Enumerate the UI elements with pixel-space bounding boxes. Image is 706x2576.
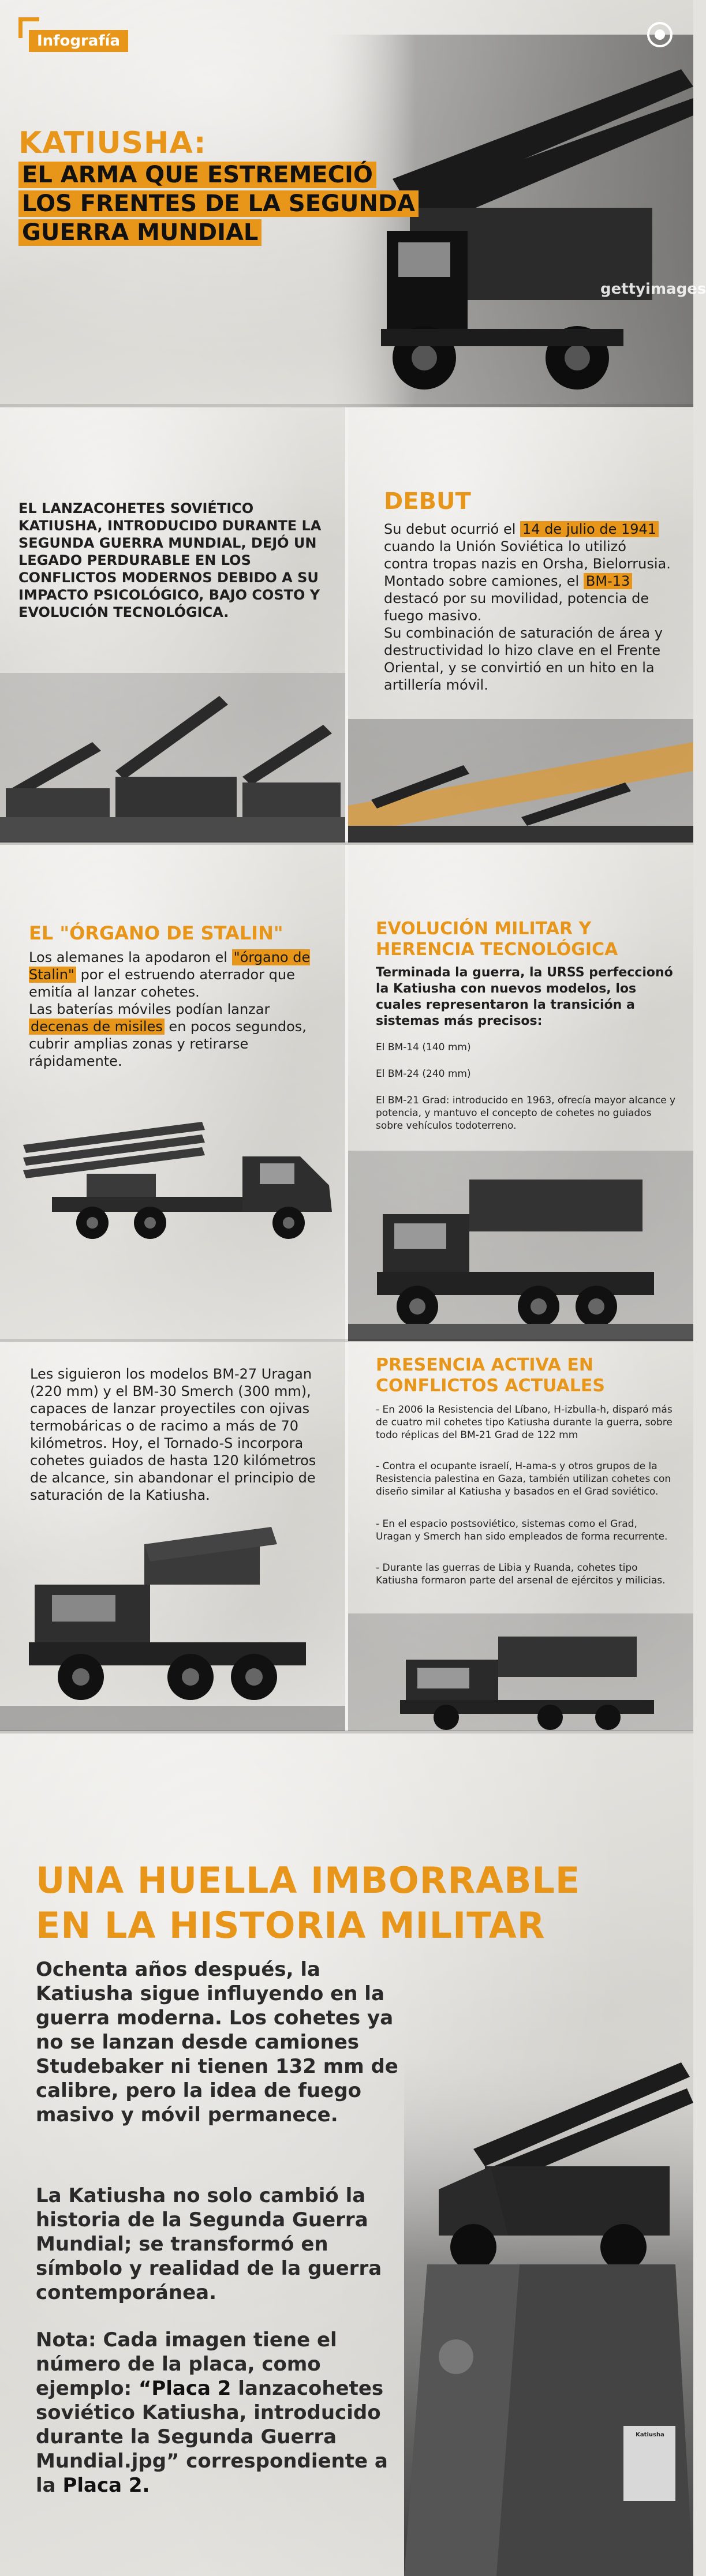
debut-p1: Su debut ocurrió el 14 de julio de 1941 cuando la Unión Soviética lo utilizó contra tropas nazis en Orsha, Bielorrusia.: [384, 521, 671, 572]
debut-p3: Su combinación de saturación de área y destructividad lo hizo clave en el Frente Oriental, y se convirtió en un hito en la artillería móvil.: [384, 625, 663, 693]
presencia-item-4: - Durante las guerras de Libia y Ruanda, cohetes tipo Katiusha formaron parte del arsenal de ejércitos y milicias.: [376, 1562, 666, 1586]
presencia-heading: PRESENCIA ACTIVA EN CONFLICTOS ACTUALES: [376, 1355, 606, 1396]
huella-p1: Ochenta años después, la Katiusha sigue influyendo en la guerra moderna. Los cohetes ya no se lanzan desde camiones Studebaker ni tienen 132 mm de calibre, pero la idea de fuego masivo y móvil permanece.: [36, 1958, 398, 2126]
monument-plaque: Katiusha: [636, 2432, 664, 2438]
evolucion-heading: EVOLUCIÓN MILITAR Y HERENCIA TECNOLÓGICA: [376, 919, 618, 960]
presencia-item-3: - En el espacio postsoviético, sistemas como el Grad, Uragan y Smerch han sido empleados de forma recurrente.: [376, 1518, 668, 1542]
huella-heading: [36, 1858, 580, 1948]
huella-note: Nota: Cada imagen tiene el número de la placa, como ejemplo: “Placa 2 lanzacohetes soviético Katiusha, introducido durante la Segunda Guerra Mundial.jpg” correspondiente a la Placa 2.: [36, 2328, 388, 2497]
debut-heading: DEBUT: [384, 488, 471, 515]
katiusha-monument-photo: [404, 2057, 693, 2576]
presencia-item-1: - En 2006 la Resistencia del Líbano, H-izbulla-h, disparó más de cuatro mil cohetes tipo Katiusha durante la guerra, sobre todo réplicas del BM-21 Grad de 122 mm: [376, 1404, 673, 1441]
evolucion-item-3: El BM-21 Grad: introducido en 1963, ofrecía mayor alcance y potencia, y mantuvo el concepto de cohetes no guiados sobre vehículos todoterreno.: [376, 1095, 676, 1132]
fold-vertical: [345, 407, 348, 843]
title-line-1: EL ARMA QUE ESTREMECIÓ: [18, 160, 446, 189]
getty-watermark: gettyimages: [600, 280, 706, 298]
evolucion-panel: [348, 845, 693, 1341]
fold-vertical: [345, 845, 348, 1341]
infografia-tag: [18, 17, 128, 59]
presencia-panel: [348, 1342, 693, 1731]
header-panel: [0, 0, 706, 407]
fold-vertical: [345, 1342, 348, 1731]
organo-heading: EL "ÓRGANO DE STALIN": [29, 922, 283, 944]
intro-panel: [0, 407, 345, 843]
huella-panel: [0, 1733, 693, 2576]
organo-p1: Los alemanes la apodaron el "órgano de Stalin" por el estruendo aterrador que emitía al lanzar cohetes.: [29, 949, 311, 1000]
bm27-uragan-photo: [0, 1510, 345, 1731]
huella-heading-line-1: UNA HUELLA IMBORRABLE: [36, 1859, 581, 1901]
organo-body: [29, 949, 323, 1070]
tag-label: Infografía: [29, 30, 128, 52]
truck-launcher-illustration: [17, 1110, 341, 1249]
organo-p2: Las baterías móviles podían lanzar decenas de misiles en pocos segundos, cubrir amplias zonas y retirarse rápidamente.: [29, 1001, 307, 1069]
debut-panel: [348, 407, 693, 843]
modelos-panel: [0, 1342, 345, 1731]
evolucion-p1: Terminada la guerra, la URSS perfeccionó la Katiusha con nuevos modelos, los cuales representaron la transición a sistemas más precisos:: [376, 965, 673, 1028]
evolucion-item-1: El BM-14 (140 mm): [376, 1042, 471, 1053]
evolucion-item-2: El BM-24 (240 mm): [376, 1068, 471, 1080]
bm21-grad-photo: [348, 1151, 693, 1341]
title-line-3: GUERRA MUNDIAL: [18, 218, 446, 247]
organo-panel: [0, 845, 345, 1341]
presencia-item-2: - Contra el ocupante israelí, H-ama-s y otros grupos de la Resistencia palestina en Gaza, también utilizan cohetes con diseño similar al Katiusha y basados en el Grad soviético.: [376, 1461, 671, 1497]
rocket-battery-photo: [0, 673, 345, 843]
title-main: KATIUSHA:: [18, 126, 207, 160]
title-line-2: LOS FRENTES DE LA SEGUNDA: [18, 189, 446, 218]
grad-convoy-photo: [348, 1613, 693, 1731]
intro-text: EL LANZACOHETES SOVIÉTICO KATIUSHA, INTRODUCIDO DURANTE LA SEGUNDA GUERRA MUNDIAL, DEJÓ UN LEGADO PERDURABLE EN LOS CONFLICTOS MODERNOS DEBIDO A SU IMPACTO PSICOLÓGICO, BAJO COSTO Y EVOLUCIÓN TECNOLÓGICA.: [18, 500, 322, 620]
modelos-text: Les siguieron los modelos BM-27 Uragan (220 mm) y el BM-30 Smerch (300 mm), capaces de lanzar proyectiles con ojivas termobáricas o de racimo a más de 70 kilómetros. Hoy, el Tornado-S incorpora cohetes guiados de hasta 120 kilómetros de alcance, sin abandonar el principio de saturación de la Katiusha.: [30, 1366, 316, 1503]
debut-p2: Montado sobre camiones, el BM-13 destacó por su movilidad, potencia de fuego masivo.: [384, 573, 649, 624]
rockets-launch-photo: [348, 719, 693, 843]
debut-body: [384, 521, 673, 694]
page-title: [18, 126, 446, 247]
huella-p2: La Katiusha no solo cambió la historia de la Segunda Guerra Mundial; se transformó en símbolo y realidad de la guerra contemporánea.: [36, 2184, 382, 2304]
huella-heading-line-2: EN LA HISTORIA MILITAR: [36, 1904, 546, 1946]
al-mayadeen-logo-icon: [647, 22, 673, 47]
